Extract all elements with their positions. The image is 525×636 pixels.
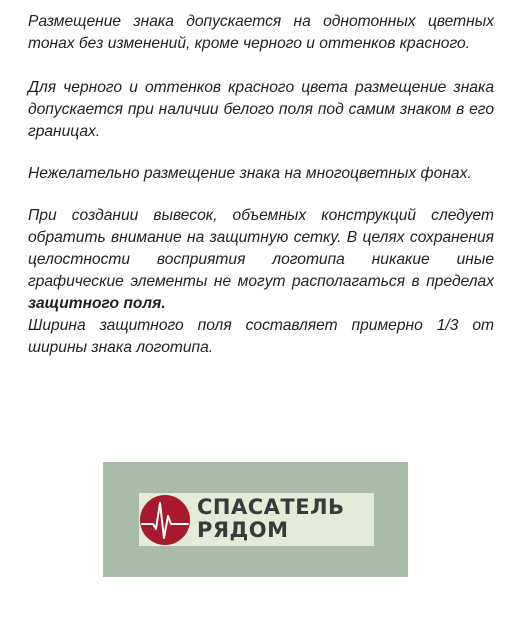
safe-zone-bold-term: защитного поля. [28, 295, 166, 312]
logo-safe-field [139, 493, 374, 546]
logo-example-panel [103, 462, 408, 577]
heartbeat-circle-icon [139, 494, 191, 546]
logo-wordmark [197, 496, 345, 542]
paragraph-text: Нежелательно размещение знака на многоцветных фонах. [28, 165, 472, 182]
paragraph-multicolor-backgrounds [28, 163, 494, 185]
paragraph-safe-zone [28, 205, 494, 359]
paragraph-safe-zone-width: Ширина защитного поля составляет примерно 1/3 от ширины знака логотипа. [28, 317, 494, 356]
safe-zone-text: При создании вывесок, объемных конструкций следует обратить внимание на защитную сетку. В целях сохранения целостности восприятия логотипа никакие иные графические элементы не могут располагаться в пределах [28, 207, 494, 290]
paragraph-placement-black-red [28, 77, 494, 143]
logo-line-2: РЯДОМ [197, 518, 289, 542]
paragraph-text: Размещение знака допускается на однотонных цветных тонах без изменений, кроме черного и оттенков красного. [28, 13, 494, 52]
paragraph-text [28, 205, 494, 315]
logo-line-1: СПАСАТЕЛЬ [197, 495, 345, 519]
paragraph-text: Для черного и оттенков красного цвета размещение знака допускается при наличии белого поля под самим знаком в его границах. [28, 79, 494, 140]
paragraph-placement-solid-colors [28, 11, 494, 55]
